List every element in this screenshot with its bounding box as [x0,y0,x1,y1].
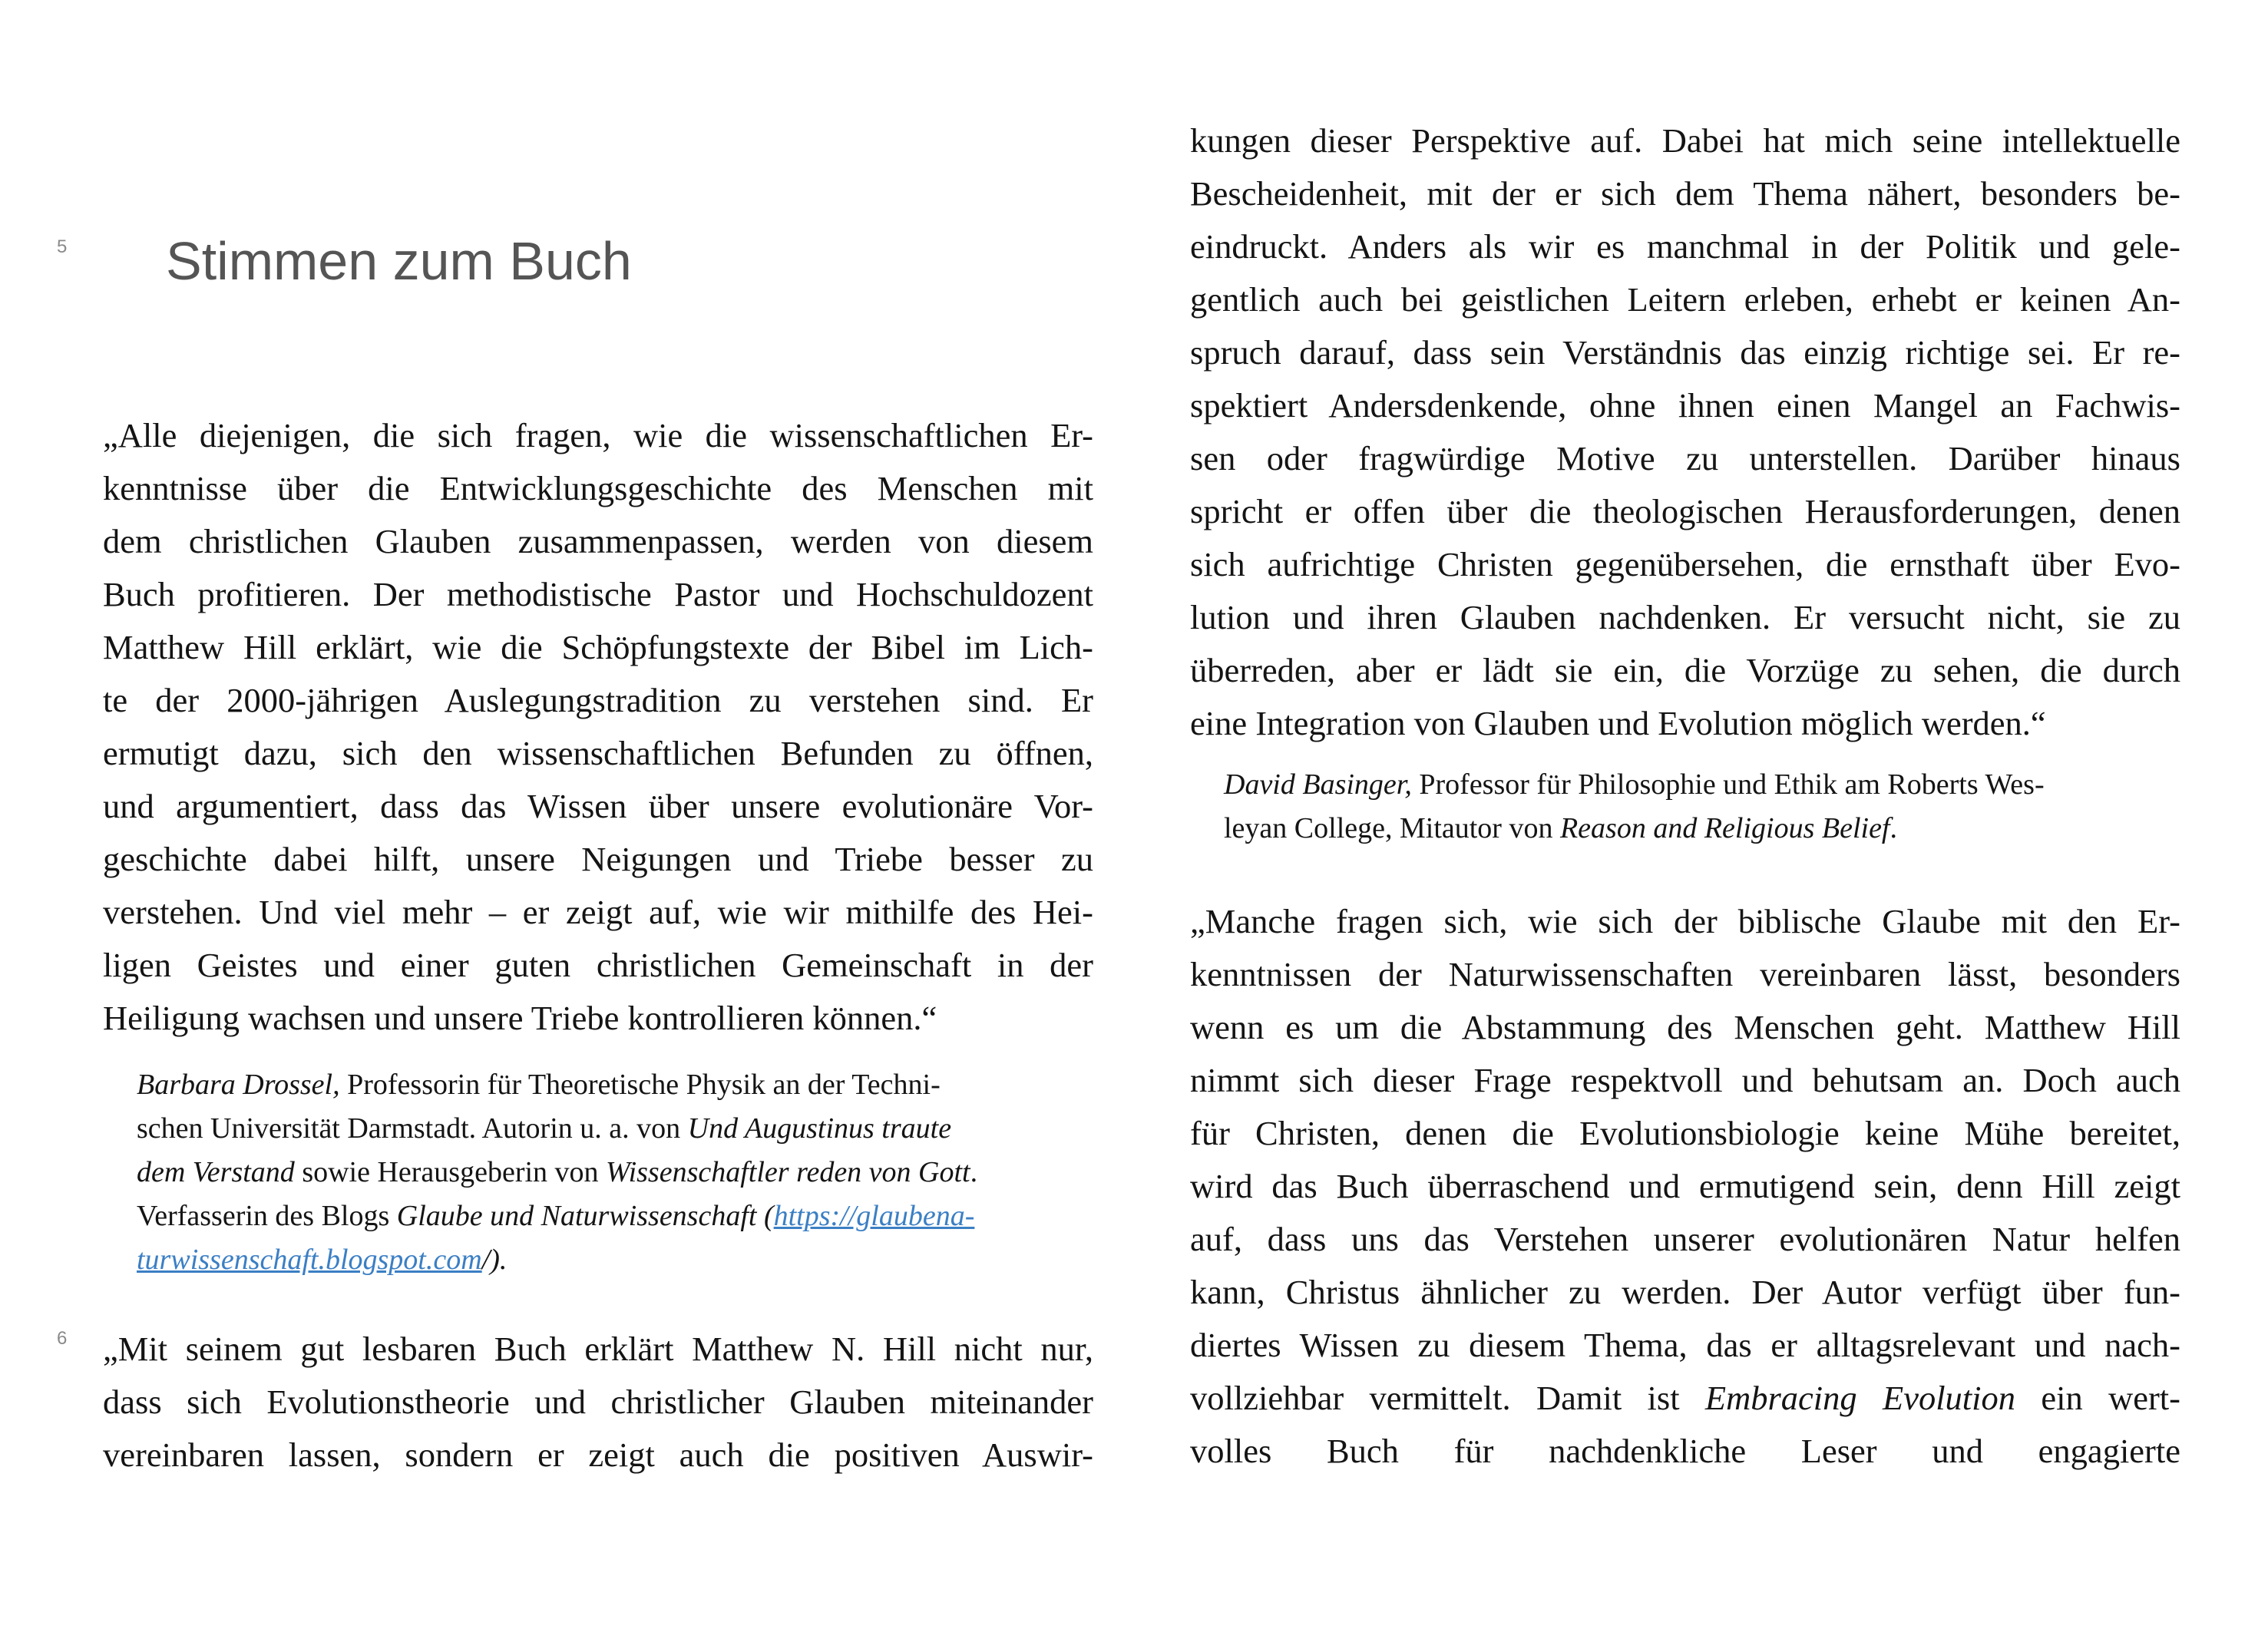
attribution-line: leyan College, Mitautor von [1224,812,1560,844]
page-number-5: 5 [57,236,68,257]
text-line: kungen dieser Perspektive auf. Dabei hat mich seine intellektuelle [1190,121,2180,160]
text-line: sich aufrichtige Christen gegenübersehen, die ernsthaft über Evo- [1190,545,2180,583]
page-number-6: 6 [57,1328,68,1349]
text-line: Matthew Hill erklärt, wie die Schöpfungstexte der Bibel im Lich- [103,628,1093,666]
book-title: Embracing Evolution [1704,1379,2016,1417]
text-line: kenntnissen der Naturwissenschaften vereinbaren lässt, besonders [1190,955,2180,993]
quote-text [103,409,1093,1045]
text-line: „Mit seinem gut lesbaren Buch erklärt Matthew N. Hill nicht nur, [103,1330,1093,1368]
book-title: Reason and Religious Belief [1559,812,1890,844]
text-line: „Manche fragen sich, wie sich der biblische Glaube mit den Er- [1190,902,2180,940]
attribution-text [1190,763,2180,851]
text-line: kann, Christus ähnlicher zu werden. Der Autor verfügt über fun- [1190,1273,2180,1311]
blog-title: Glaube und Naturwissenschaft [396,1200,757,1232]
text-line: vereinbaren lassen, sondern er zeigt auch die positiven Auswir- [103,1436,1093,1474]
text-line: auf, dass uns das Verstehen unserer evolutionären Natur helfen [1190,1220,2180,1258]
book-title: Und Augustinus traute [687,1112,952,1145]
text-line: nimmt sich dieser Frage respektvoll und behutsam an. Doch auch [1190,1061,2180,1099]
attribution-line: /). [481,1244,507,1276]
text-line: sen oder fragwürdige Motive zu unterstellen. Darüber hinaus [1190,439,2180,477]
author-name: Barbara Drossel, [137,1069,340,1101]
text-line: lution und ihren Glauben nachdenken. Er versucht nicht, sie zu [1190,598,2180,636]
attribution-line: Professorin für Theoretische Physik an der Techni- [339,1069,941,1101]
attribution-line: Verfasserin des Blogs [137,1200,397,1232]
author-name: David Basinger, [1224,768,1412,801]
quote-text [1190,895,2180,1478]
text-line: spektiert Andersdenkende, ohne ihnen einen Mangel an Fachwis- [1190,386,2180,425]
text-line: ligen Geistes und einer guten christlichen Gemeinschaft in der [103,946,1093,984]
text-line: dass sich Evolutionstheorie und christlicher Glauben miteinander [103,1383,1093,1421]
quote-text [1190,114,2180,750]
text-line: volles Buch für nachdenkliche Leser und engagierte [1190,1432,2180,1470]
text-line: und argumentiert, dass das Wissen über unsere evolutionäre Vor- [103,787,1093,825]
text-line: geschichte dabei hilft, unsere Neigungen und Triebe besser zu [103,840,1093,878]
text-line: gentlich auch bei geistlichen Leitern erleben, erhebt er keinen An- [1190,280,2180,319]
attribution-line: . [970,1156,978,1188]
text-line: spruch darauf, dass sein Verständnis das einzig richtige sei. Er re- [1190,333,2180,372]
text-line: Heiligung wachsen und unsere Triebe kontrollieren können.“ [103,999,937,1037]
text-line: diertes Wissen zu diesem Thema, das er alltagsrelevant und nach- [1190,1326,2180,1364]
quote-basinger-continued [1190,114,2180,750]
text-line: Bescheidenheit, mit der er sich dem Thema nähert, besonders be- [1190,174,2180,213]
attribution-line: Professor für Philosophie und Ethik am Roberts Wes- [1411,768,2045,801]
text-line: für Christen, denen die Evolutionsbiologie keine Mühe bereitet, [1190,1114,2180,1152]
attribution-basinger [1190,763,2180,851]
attribution-text [103,1063,1093,1282]
page-title: Stimmen zum Buch [166,231,632,291]
book-title: dem Verstand [137,1156,295,1188]
quote-drossel [103,409,1093,1045]
text-fragment: vollziehbar vermittelt. Damit ist [1190,1379,1705,1417]
blog-link-continued[interactable]: turwissenschaft.blogspot.com [137,1244,482,1276]
text-line [1190,1372,2180,1425]
text-line: „Alle diejenigen, die sich fragen, wie die wissenschaftlichen Er- [103,416,1093,454]
attribution-line: ( [756,1200,774,1232]
text-line: ermutigt dazu, sich den wissenschaftlichen Befunden zu öffnen, [103,734,1093,772]
text-line: spricht er offen über die theologischen Herausforderungen, denen [1190,492,2180,530]
quote-basinger-start [103,1323,1093,1482]
quote-anonymous [1190,895,2180,1478]
text-line: eine Integration von Glauben und Evolution möglich werden.“ [1190,704,2046,742]
text-line: Buch profitieren. Der methodistische Pastor und Hochschuldozent [103,575,1093,613]
attribution-line: schen Universität Darmstadt. Autorin u. a. von [137,1112,688,1145]
blog-link[interactable]: https://glaubena- [773,1200,975,1232]
attribution-line: sowie Herausgeberin von [294,1156,607,1188]
attribution-drossel [103,1063,1093,1282]
quote-text [103,1323,1093,1482]
text-line: wenn es um die Abstammung des Menschen geht. Matthew Hill [1190,1008,2180,1046]
attribution-line: . [1889,812,1897,844]
book-title: Wissenschaftler reden von Gott [606,1156,970,1188]
text-line: verstehen. Und viel mehr – er zeigt auf, wie wir mithilfe des Hei- [103,893,1093,931]
text-line: eindruckt. Anders als wir es manchmal in der Politik und gele- [1190,227,2180,266]
text-line: kenntnisse über die Entwicklungsgeschichte des Menschen mit [103,469,1093,507]
text-line: überreden, aber er lädt sie ein, die Vorzüge zu sehen, die durch [1190,651,2180,689]
text-line: te der 2000-jährigen Auslegungstradition zu verstehen sind. Er [103,681,1093,719]
text-fragment: ein wert- [2015,1379,2180,1417]
text-line: wird das Buch überraschend und ermutigend sein, denn Hill zeigt [1190,1167,2180,1205]
text-line: dem christlichen Glauben zusammenpassen, werden von diesem [103,522,1093,560]
